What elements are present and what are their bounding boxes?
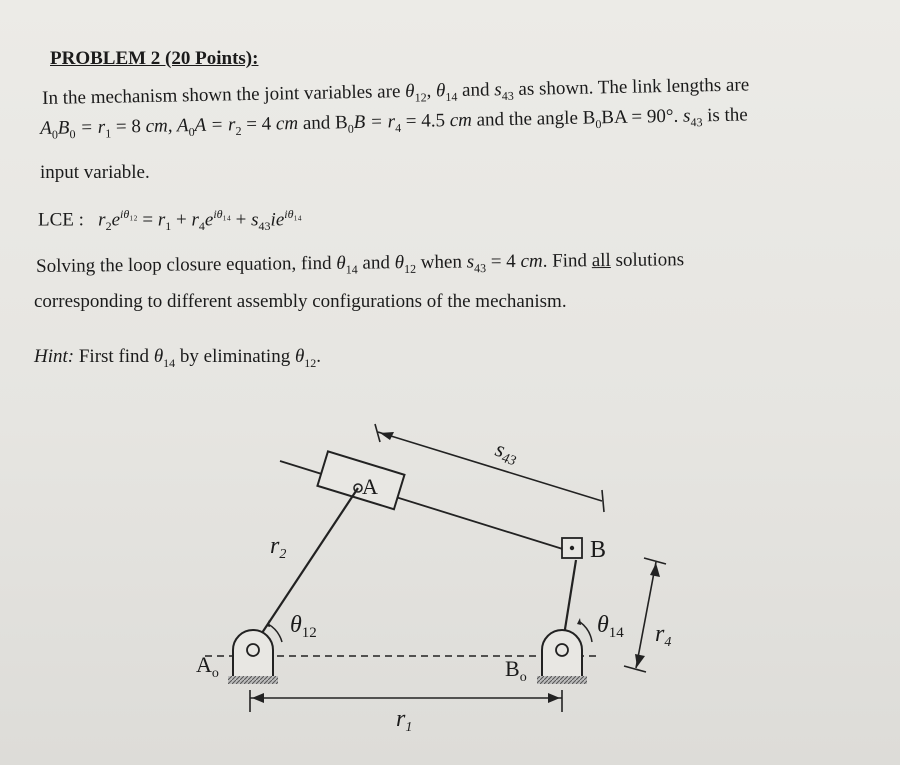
task-line-1: Solving the loop closure equation, find $\theta_{14}$ and $\theta_{12}$ when $s_{43} = 4$ cm. Find all solutions (36, 249, 685, 277)
label-r2: $r_2$ (270, 533, 287, 562)
intro-line-3: input variable. (40, 162, 150, 183)
task-line-2: corresponding to different assembly configurations of the mechanism. (34, 291, 567, 312)
intro-line-2: $A_0B_0 = r_1 = 8$ cm, $A_0A = r_2 = 4$ cm and $B_0B = r_4 = 4.5$ cm and the angle $B_0BA = 90^\circ$. $s_{43}$ is the (40, 104, 748, 142)
label-theta14: $\theta_{14}$ (597, 612, 624, 641)
label-A: A (362, 474, 378, 499)
ground-pivot-A0 (228, 630, 278, 684)
problem-title: PROBLEM 2 (20 Points): (50, 48, 259, 69)
label-theta12: $\theta_{12}$ (290, 612, 317, 641)
s43-dimension (378, 432, 602, 501)
label-B0: $B_o$ (505, 656, 527, 685)
r4-dimension (636, 562, 656, 668)
lce-equation: LCE : $r_2e^{i\theta_{12}} = r_1 + r_4e^{i\theta_{14}} + s_{43}ie^{i\theta_{14}}$ (38, 207, 302, 234)
arc-theta14 (580, 622, 592, 642)
label-s43: s43 (492, 435, 518, 470)
intro-line-1: In the mechanism shown the joint variables are $\theta_{12}$, $\theta_{14}$ and $s_{43}$ as shown. The link lengths are (42, 74, 750, 109)
slider-block-A (317, 451, 404, 509)
ground-pivot-B0 (537, 630, 587, 684)
label-B: B (590, 537, 607, 563)
label-r1: $r_1$ (396, 706, 413, 735)
label-r4: $r_4$ (655, 621, 672, 650)
label-A0: $A_o$ (196, 652, 219, 681)
hint-line: Hint: First find $\theta_{14}$ by eliminating $\theta_{12}$. (34, 346, 322, 370)
